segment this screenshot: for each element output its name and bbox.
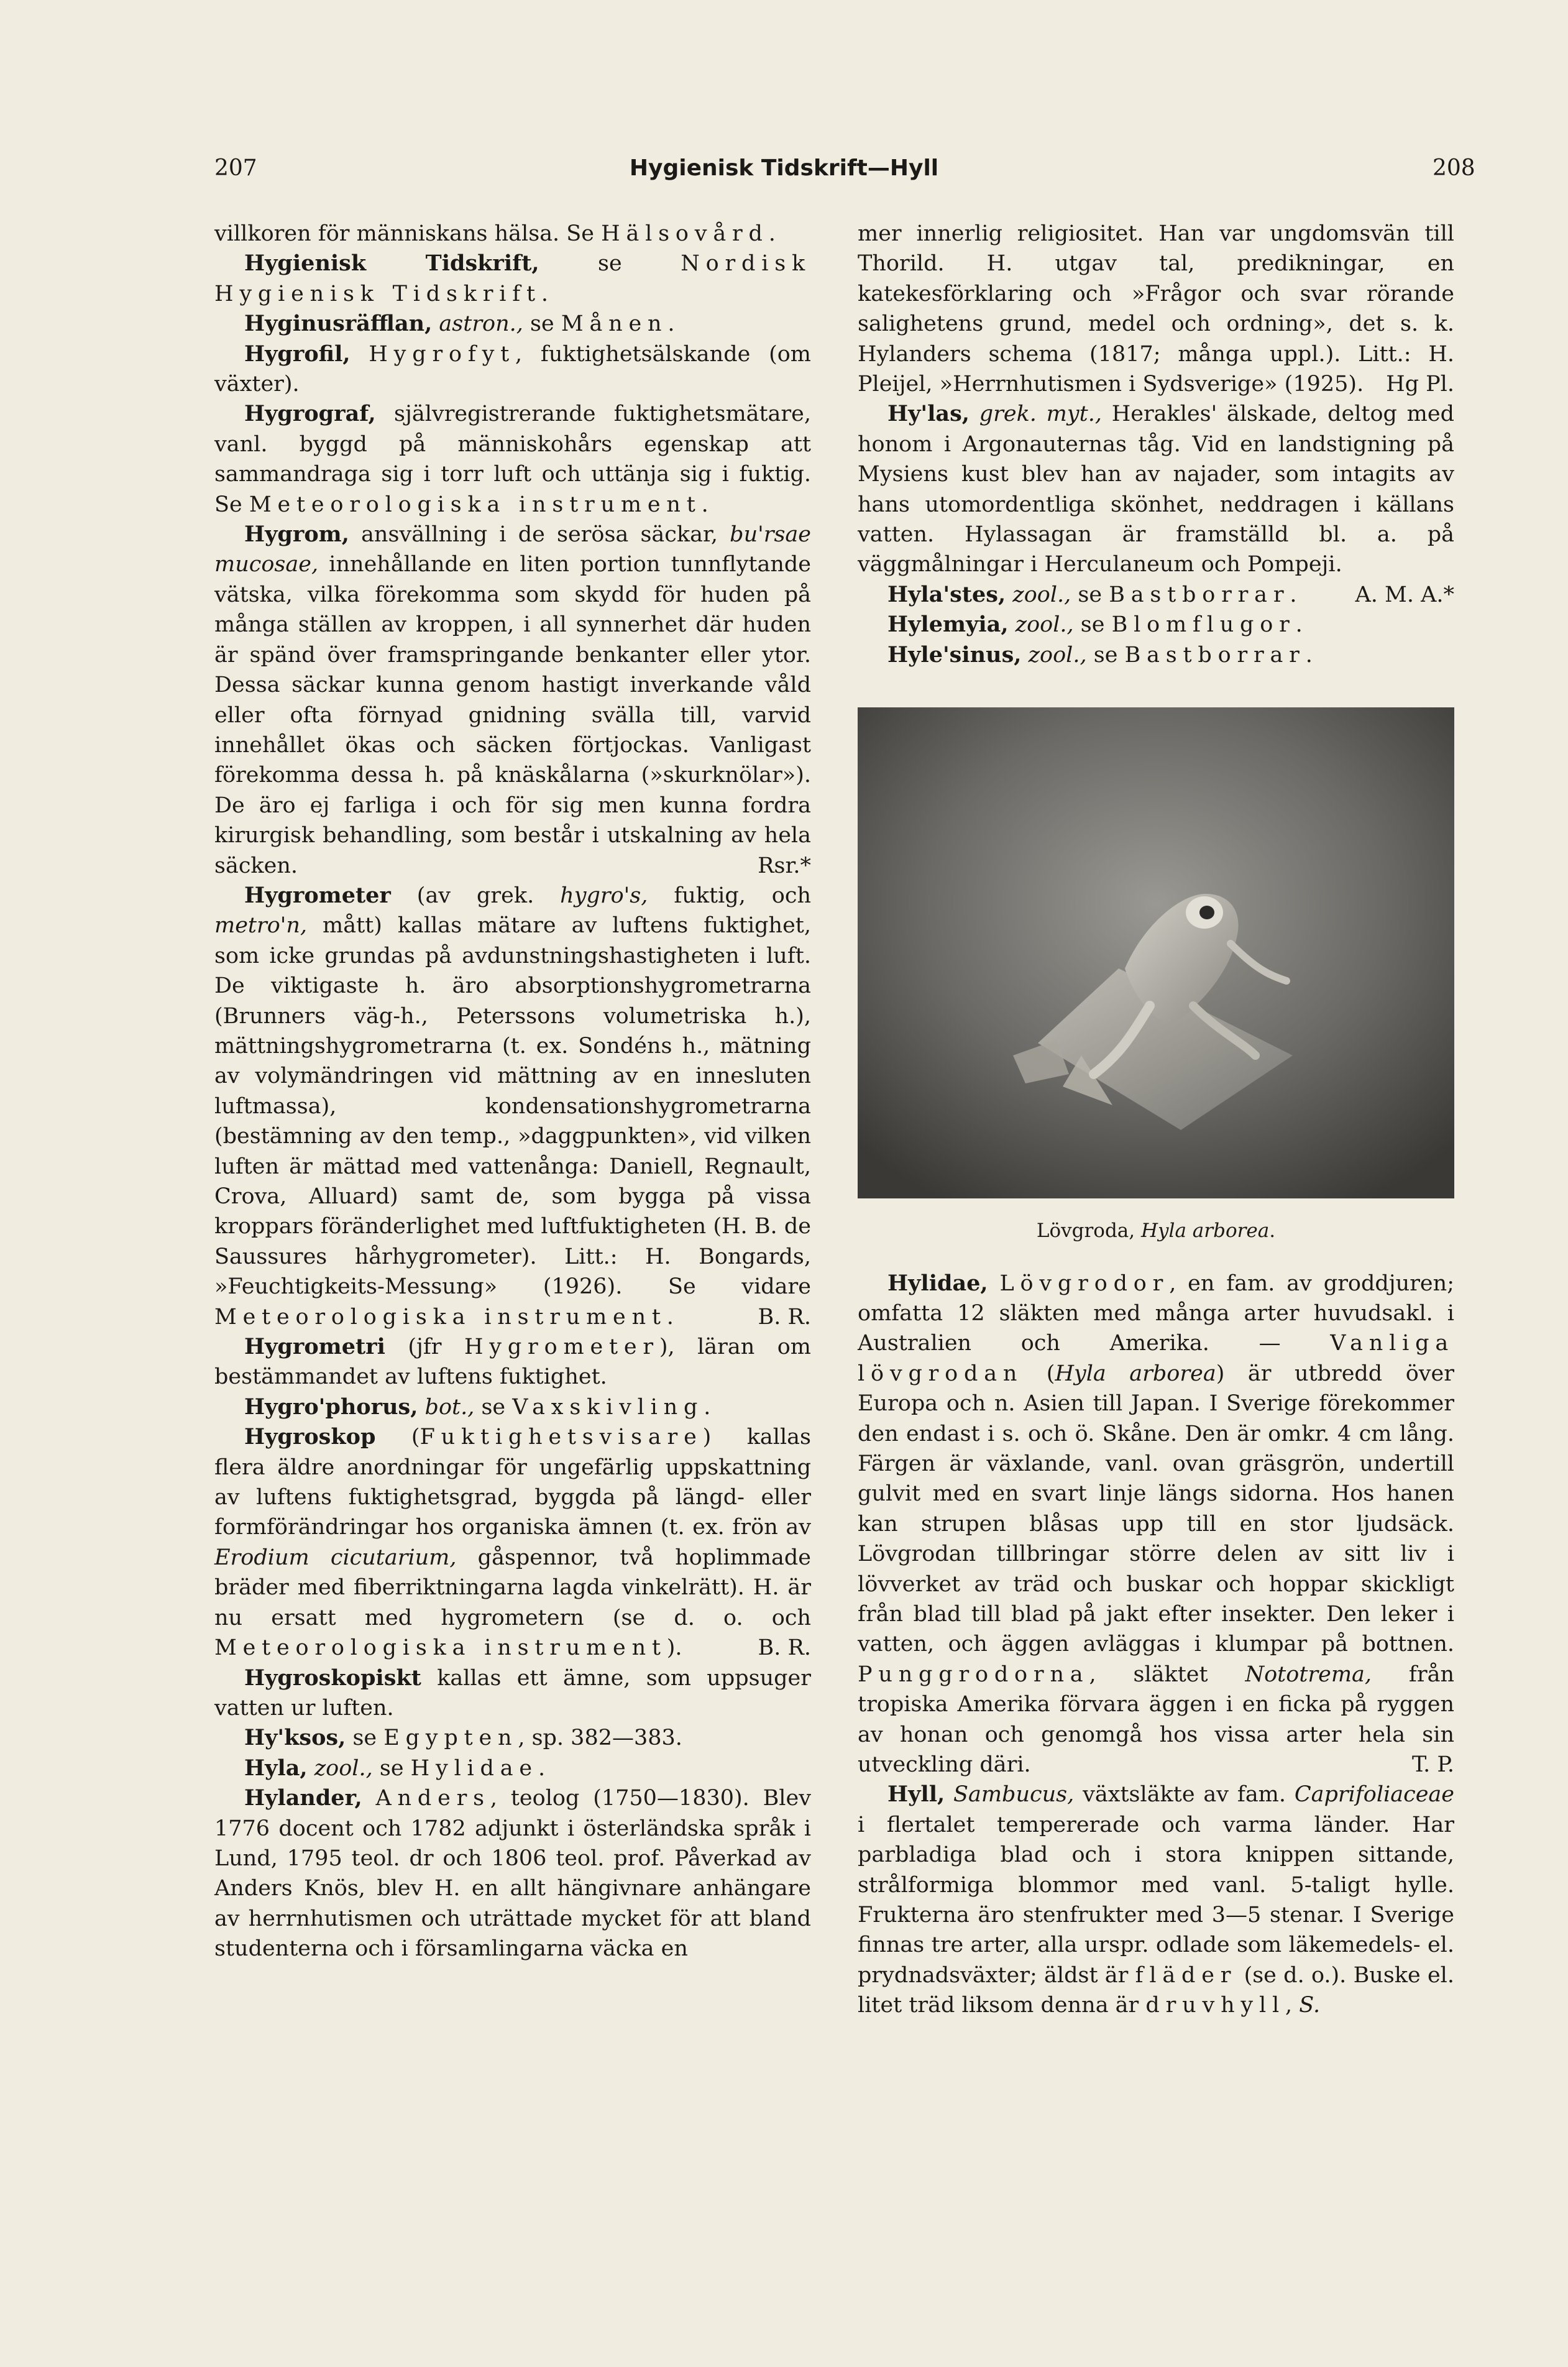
entry-hygroskopiskt: Hygroskopiskt kallas ett ämne, som uppsuger vatten ur luften. [214,1665,811,1721]
entry-hygrograf: Hygrograf, självregistrerande fuktighetsmätare, vanl. byggd på människohårs egenskap att sammandraga sig i torr luft och uttänja sig i fuktig. Se Meteorologiska instrument. [214,401,811,517]
author-signature: A. M. A.* [1355,582,1454,607]
entry-hygrometer: Hygrometer (av grek. hygro's, fuktig, och metro'n, mått) kallas mätare av luftens fuktighet, som icke grundas på avdunstningshastigheten i luft. De viktigaste h. äro absorptionshygrometrarna (Brunners väg-h., Peterssons volumetriska h.), mättningshygrometrarna (t. ex. Sondéns h., mätning av volymändringen vid mättning av en innesluten luftmassa), kondensationshygrometrarna (bestämning av den temp., »daggpunkten», vid vilken luften är mättad med vattenånga: Daniell, Regnault, Crova, Alluard) samt de, som bygga på vissa kroppars föränderlighet med luftfuktigheten (H. B. de Saussures hårhygrometer). Litt.: H. Bongards, »Feuchtigkeits-Messung» (1926). Se vidare Meteorologiska instrument. B. R. [214,881,811,1332]
author-signature: B. R. [758,1304,811,1330]
frog-photograph-drawing [858,707,1454,1198]
entry-hygienisk-tidskrift: Hygienisk Tidskrift, se Nordisk Hygienisk Tidskrift. [214,250,811,306]
entry-hygrometri: Hygrometri (jfr Hygrometer), läran om bestämmandet av luftens fuktighet. [214,1334,811,1390]
entry-hygrom: Hygrom, ansvällning i de serösa säckar, bu'rsae mucosae, innehållande en liten portion tunnflytande vätska, vilka förekomma som skydd för huden på många ställen av kroppen, i all synnerhet där huden är spänd över framspringande benkanter eller ytor. Dessa säckar kunna genom hastigt inverkande våld eller ofta förnyad gnidning svälla till, varvid innehållet ökas och säcken förtjockas. Vanligast förekomma dessa h. på knäskålarna (»skurknölar»). De äro ej farliga i och för sig men kunna fordra kirurgisk behandling, som består i utskalning av hela säcken. Rsr.* [214,520,811,881]
author-signature: Hg Pl. [1386,372,1454,397]
entry-hylesinus: Hyle'sinus, zool., se Bastborrar. [887,641,1313,668]
entry-hygrofil: Hygrofil, Hygrofyt, fuktighetsälskande (om växter). [214,341,811,397]
photo-caption: Lövgroda, Hyla arborea. [1036,1220,1276,1243]
entry-continuation: villkoren för människans hälsa. Se Hälsovård. [214,221,776,246]
entry-hylander: Hylander, Anders, teolog (1750—1830). Blev 1776 docent och 1782 adjunkt i österländska språk i Lund, 1795 teol. dr och 1806 teol. prof. Påverkad av Anders Knös, blev H. en allt hängivnare anhängare av herrnhutismen och uträttade mycket för att bland studenterna och i församlingarna väcka en [214,1785,811,1962]
entry-hyginusrafflan: Hyginusräfflan, astron., se Månen. [244,311,675,337]
entry-hylastes: Hyla'stes, zool., se Bastborrar. [887,581,1297,607]
left-column [214,219,811,1964]
entry-hygroskop: Hygroskop (Fuktighetsvisare) kallas flera äldre anordningar för ungefärlig uppskattning av luftens fuktighetsgrad, byggda på längd- eller formförändringar hos organiska ämnen (t. ex. frön av Erodium cicutarium, gåspennor, två hoplimmade bräder med fiberriktningarna lagda vinkelrätt). H. är nu ersatt med hygrometern (se d. o. och Meteorologiska instrument). B. R. [214,1422,811,1663]
entry-hylemyia: Hylemyia, zool., se Blomflugor. [887,612,1303,638]
entry-hyla: Hyla, zool., se Hylidae. [244,1755,546,1781]
entry-hyksos: Hy'ksos, se Egypten, sp. 382—383. [244,1725,682,1751]
frog-photograph [858,707,1454,1198]
running-head: Hygienisk Tidskrift—Hyll [629,155,939,181]
page-number-right: 208 [1433,155,1475,181]
entry-hylidae: Hylidae, Lövgrodor, en fam. av groddjuren; omfatta 12 släkten med många arter huvudsakl. i Australien och Amerika. — Vanliga lövgrodan (Hyla arborea) är utbredd över Europa och n. Asien till Japan. I Sverige förekommer den endast i s. och ö. Skåne. Den är omkr. 4 cm lång. Färgen är växlande, vanl. ovan gräsgrön, undertill gulvit med en svart linje längs sidorna. Hos hanen kan strupen blåsas upp till en stor ljudsäck. Lövgrodan tillbringar större delen av sitt liv i lövverket av träd och buskar och hoppar skickligt från blad till blad på jakt efter insekter. Den leker i vatten, och äggen avläggas i klumpar på bottnen. Punggrodorna, släktet Nototrema, från tropiska Amerika förvara äggen i en ficka på ryggen av honan och genomgå hos vissa arter hela sin utveckling däri. T. P. [858,1269,1454,1780]
author-signature: T. P. [1411,1752,1454,1777]
author-signature: Rsr.* [758,853,811,878]
entry-hyll: Hyll, Sambucus, växtsläkte av fam. Caprifoliaceae i flertalet tempererade och varma länder. Har parbladiga blad och i stora knippen sittande, strålformiga blommor med vanl. 5-taligt hylle. Frukterna äro stenfrukter med 3—5 stenar. I Sverige finnas tre arter, alla urspr. odlade som läkemedels- el. prydnadsväxter; äldst är fläder (se d. o.). Buske el. litet träd liksom denna är druvhyll, S. [858,1781,1455,2018]
author-signature: B. R. [758,1635,811,1661]
page-number-left: 207 [214,155,257,181]
entry-hylas: Hy'las, grek. myt., Herakles' älskade, deltog med honom i Argonauternas tåg. Vid en landstigning på Mysiens kust blev han av najader, som intagits av hans utomordentliga skönhet, neddragen i källans vatten. Hylassagan är framställd bl. a. på väggmålningar i Herculaneum och Pompeji. A. M. A.* [858,399,1454,579]
entry-hygrophorus: Hygro'phorus, bot., se Vaxskivling. [244,1394,711,1420]
right-column [858,219,1454,2021]
entry-continuation: mer innerlig religiositet. Han var ungdomsvän till Thorild. H. utgav tal, predikningar, en katekesförklaring och »Frågor och svar rörande salighetens grund, medel och ordning», det s. k. Hylanders schema (1817; många uppl.). Litt.: H. Pleijel, »Herrnhutismen i Sydsverige» (1925). Hg Pl. [858,219,1454,399]
